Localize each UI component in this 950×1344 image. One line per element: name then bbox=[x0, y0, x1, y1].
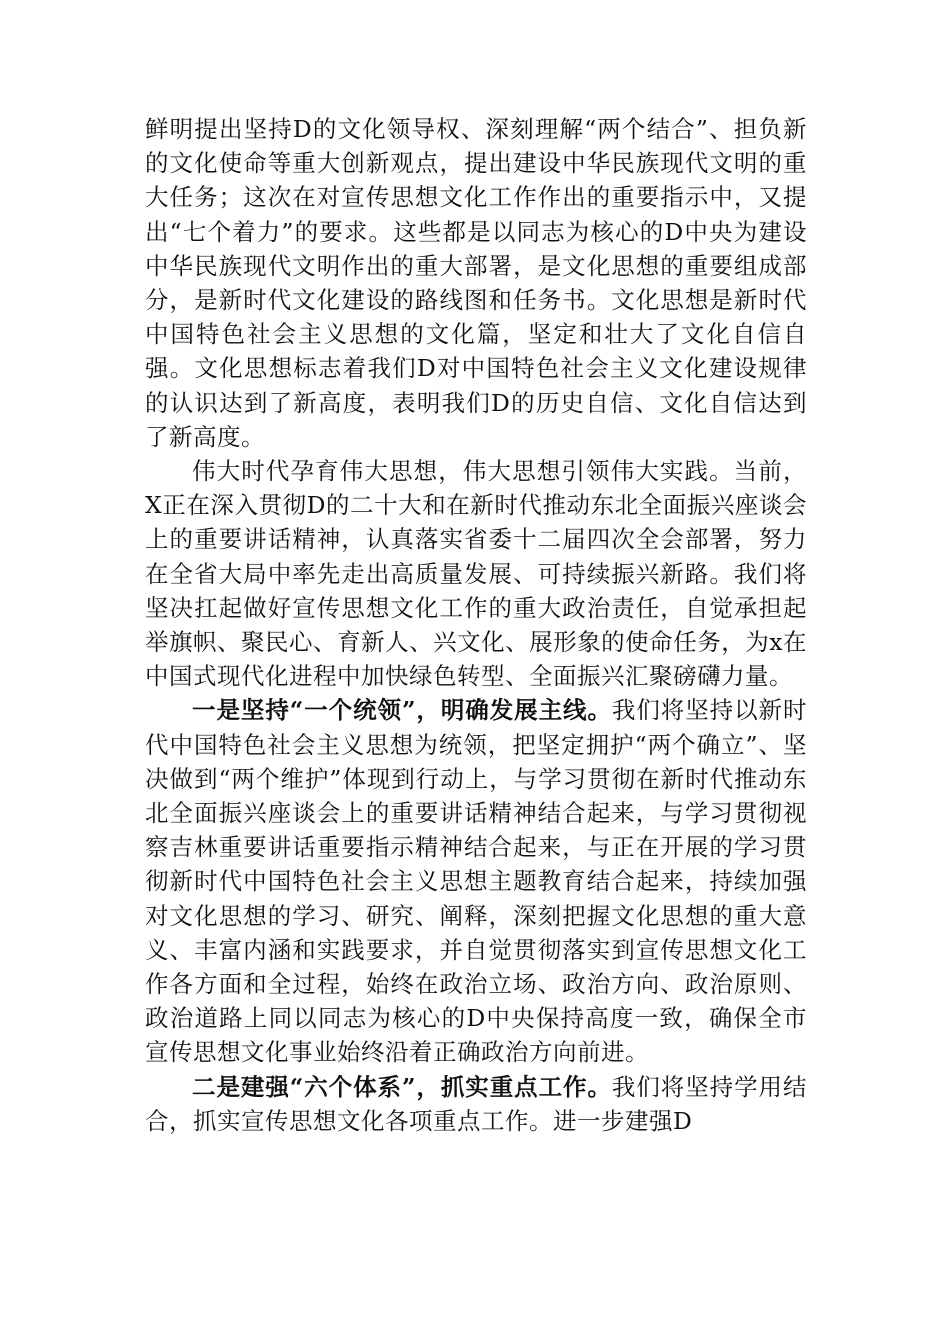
paragraph-point-one bbox=[145, 693, 807, 1069]
paragraph-context bbox=[145, 454, 807, 693]
document-page bbox=[145, 112, 807, 1138]
paragraph-continuation bbox=[145, 112, 807, 454]
paragraph-heading: 一是坚持“一个统领”，明确发展主线。 bbox=[192, 696, 612, 725]
paragraph-text: 我们将坚持学用结合，抓实宣传思想文化各项重点工作。进一步建强D bbox=[145, 1072, 807, 1135]
paragraph-heading: 二是建强“六个体系”，抓实重点工作。 bbox=[192, 1072, 612, 1101]
paragraph-text: 伟大时代孕育伟大思想，伟大思想引领伟大实践。当前，X正在深入贯彻D的二十大和在新时代推动东北全面振兴座谈会上的重要讲话精神，认真落实省委十二届四次全会部署，努力在全省大局中率先走出高质量发展、可持续振兴新路。我们将坚决扛起做好宣传思想文化工作的重大政治责任，自觉承担起举旗帜、聚民心、育新人、兴文化、展形象的使命任务，为x在中国式现代化进程中加快绿色转型、全面振兴汇聚磅礴力量。 bbox=[145, 457, 807, 691]
paragraph-text: 我们将坚持以新时代中国特色社会主义思想为统领，把坚定拥护“两个确立”、坚决做到“两个维护”体现到行动上，与学习贯彻在新时代推动东北全面振兴座谈会上的重要讲话精神结合起来，与学习贯彻视察吉林重要讲话重要指示精神结合起来，与正在开展的学习贯彻新时代中国特色社会主义思想主题教育结合起来，持续加强对文化思想的学习、研究、阐释，深刻把握文化思想的重大意义、丰富内涵和实践要求，并自觉贯彻落实到宣传思想文化工作各方面和全过程，始终在政治立场、政治方向、政治原则、政治道路上同以同志为核心的D中央保持高度一致，确保全市宣传思想文化事业始终沿着正确政治方向前进。 bbox=[145, 696, 807, 1067]
paragraph-point-two bbox=[145, 1070, 807, 1138]
paragraph-text: 鲜明提出坚持D的文化领导权、深刻理解“两个结合”、担负新的文化使命等重大创新观点，提出建设中华民族现代文明的重大任务；这次在对宣传思想文化工作作出的重要指示中，又提出“七个着力”的要求。这些都是以同志为核心的D中央为建设中华民族现代文明作出的重大部署，是文化思想的重要组成部分，是新时代文化建设的路线图和任务书。文化思想是新时代中国特色社会主义思想的文化篇，坚定和壮大了文化自信自强。文化思想标志着我们D对中国特色社会主义文化建设规律的认识达到了新高度，表明我们D的历史自信、文化自信达到了新高度。 bbox=[145, 115, 807, 451]
